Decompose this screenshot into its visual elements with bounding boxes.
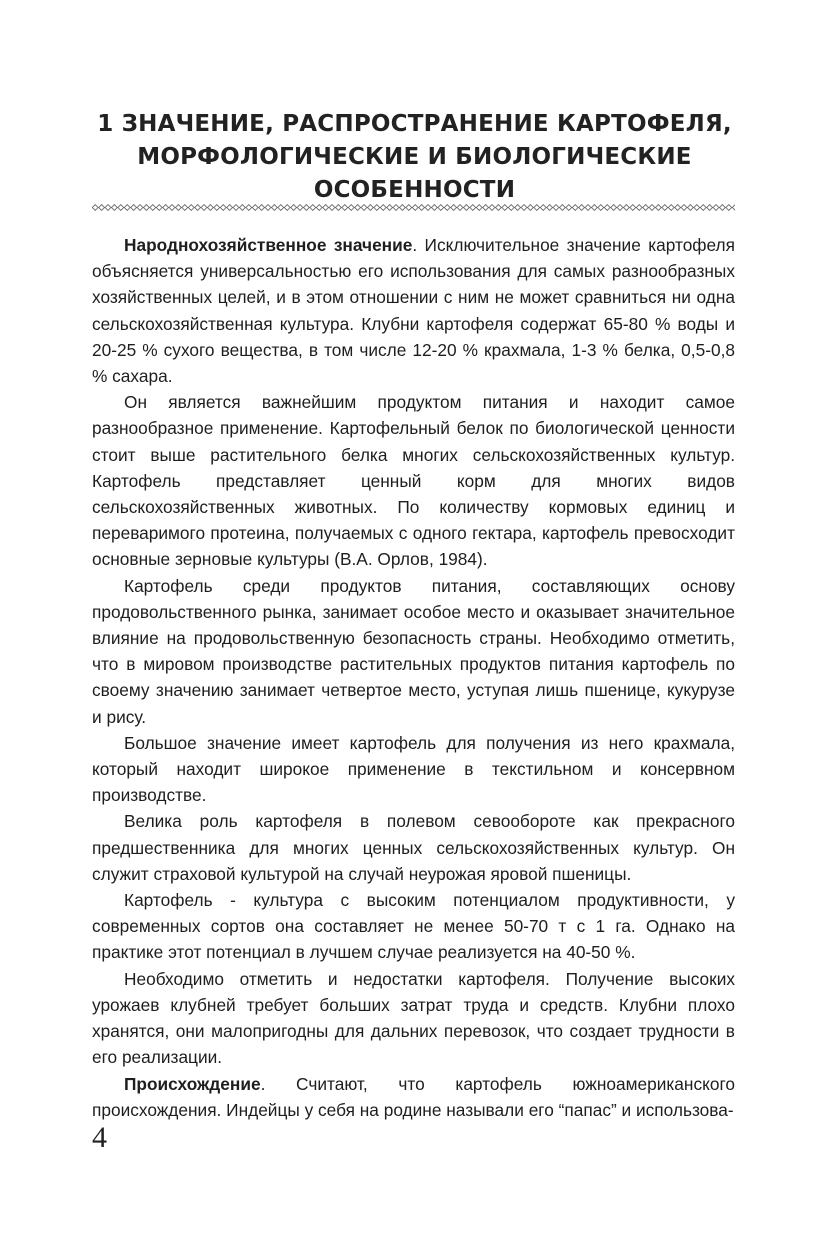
paragraph-economic-importance: Народнохозяйственное значение. Исключительное значение картофеля объясняется универсальностью его использования для самых разнообразных хозяйственных целей, и в этом отношении с ним не может сравниться ни одна сельскохозяйственная культура. Клубни картофеля содержат 65-80 % воды и 20-25 % сухого вещества, в том числе 12-20 % крахмала, 1-3 % белка, 0,5-0,8 % сахара. — [92, 235, 736, 387]
paragraph: Картофель среди продуктов питания, составляющих основу продовольственного рынка, занимает особое место и оказывает значительное влияние на продовольственную безопасность страны. Необходимо отметить, что в мировом производстве растительных продуктов питания картофель по своему значению занимает четвертое место, уступая лишь пшенице, кукурузе и рису. — [92, 575, 735, 727]
chapter-heading-line-1: 1 ЗНАЧЕНИЕ, РАСПРОСТРАНЕНИЕ КАРТОФЕЛЯ, — [97, 111, 732, 137]
chapter-heading-line-2: МОРФОЛОГИЧЕСКИЕ И БИОЛОГИЧЕСКИЕ — [137, 144, 692, 170]
body-text — [92, 232, 735, 1123]
paragraph-lead: Народнохозяйственное значение — [124, 235, 413, 255]
paragraph: Картофель - культура с высоким потенциалом продуктивности, у современных сортов она составляет не менее 50-70 т с 1 га. Однако на практике этот потенциал в лучшем случае реализуется на 40-50 %. — [92, 890, 735, 963]
paragraph: Большое значение имеет картофель для получения из него крахмала, который находит широкое применение в текстильном и консервном производстве. — [92, 732, 735, 806]
paragraph: Необходимо отметить и недостатки картофеля. Получение высоких урожаев клубней требует больших затрат труда и средств. Клубни плохо хранятся, они малопригодны для дальних перевозок, что создает трудности в его реализации. — [92, 968, 735, 1068]
paragraph-lead: Происхождение — [124, 1073, 261, 1094]
paragraph: Велика роль картофеля в полевом севообороте как прекрасного предшественника для многих ценных сельскохозяйственных культур. Он служит страховой культурой на случай неурожая яровой пшеницы. — [92, 811, 735, 884]
decorative-divider — [92, 203, 735, 212]
page-number: 4 — [92, 1121, 107, 1154]
paragraph: Он является важнейшим продуктом питания и находит самое разнообразное применение. Картофельный белок по биологической ценности стоит выше растительного белка многих сельскохозяйственных культур. Картофель представляет ценный корм для многих видов сельскохозяйственных животных. По количеству кормовых единиц и переваримого протеина, получаемых с одного гектара, картофель превосходит основные зерновые культуры (В.А. Орлов, 1984). — [92, 392, 735, 570]
chapter-heading-line-3: ОСОБЕННОСТИ — [313, 177, 516, 203]
chapter-heading — [92, 108, 737, 207]
paragraph-origin: Происхождение. Считают, что картофель южноамериканского происхождения. Индейцы у себя на родине называли его “папас” и использова- — [92, 1073, 735, 1120]
